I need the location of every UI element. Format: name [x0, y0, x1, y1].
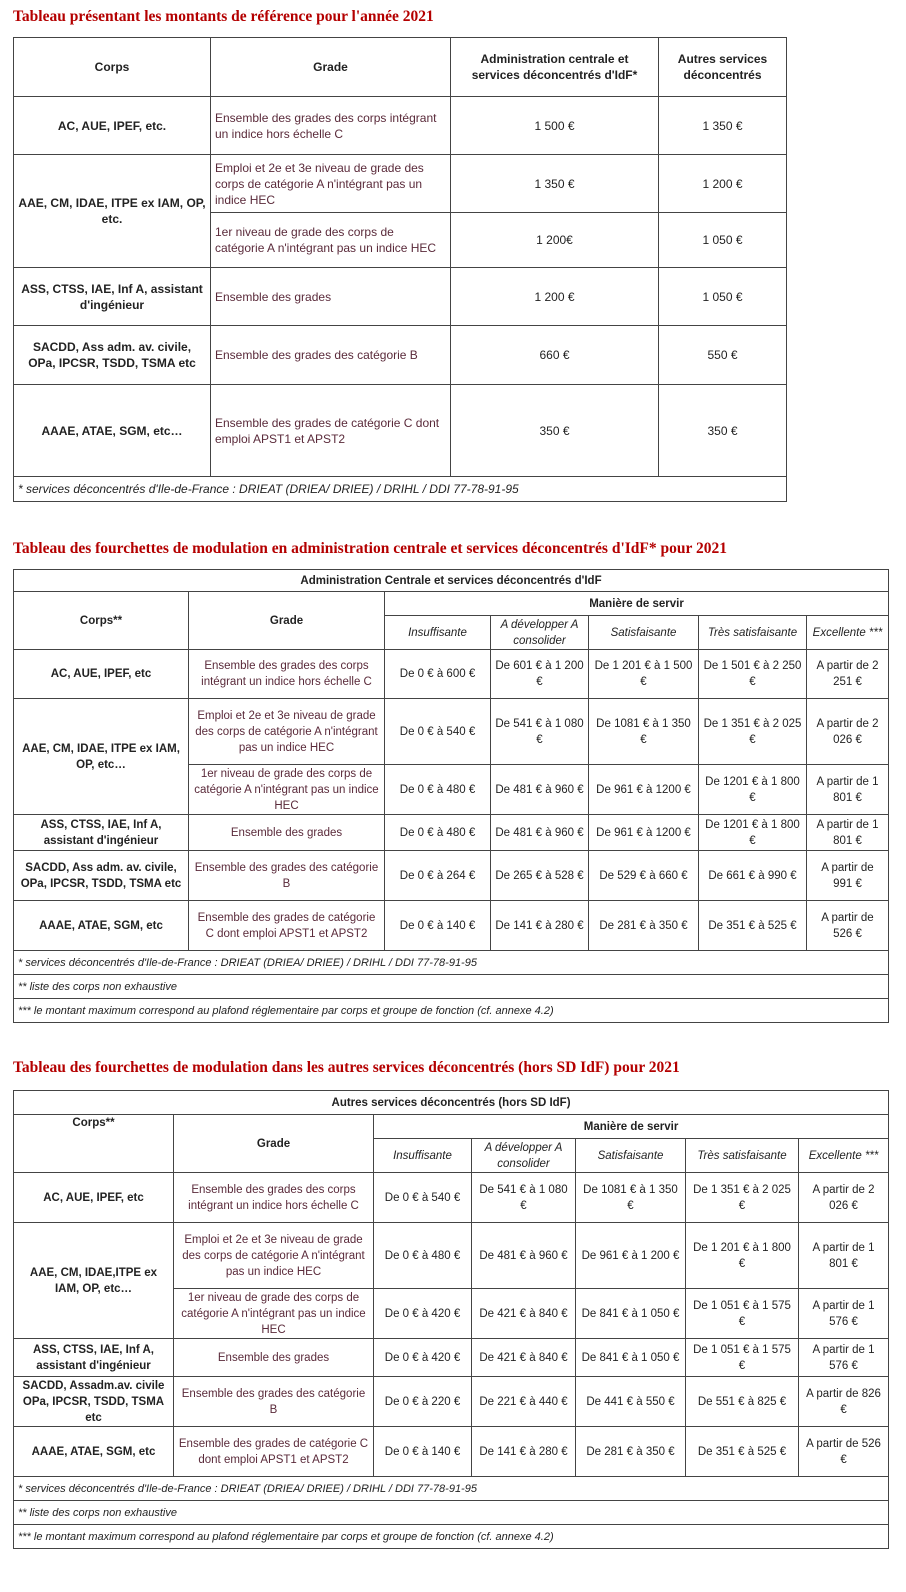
- range-cell: De 1201 € à 1 800 €: [699, 815, 807, 851]
- range-cell: De 551 € à 825 €: [686, 1377, 799, 1427]
- range-cell: A partir de 526 €: [799, 1427, 889, 1477]
- corps-cell: ASS, CTSS, IAE, Inf A, assistant d'ingénieur: [14, 1339, 174, 1377]
- corps-cell: SACDD, Ass adm. av. civile, OPa, IPCSR, TSDD, TSMA etc: [14, 326, 211, 385]
- range-cell: De 1 351 € à 2 025 €: [686, 1173, 799, 1223]
- amount-cell: 1 350 €: [659, 97, 787, 155]
- amount-cell: 1 050 €: [659, 213, 787, 268]
- range-cell: A partir de 2 251 €: [807, 650, 889, 699]
- range-cell: De 1 201 € à 1 500 €: [589, 650, 699, 699]
- range-cell: De 481 € à 960 €: [491, 815, 589, 851]
- range-cell: De 0 € à 540 €: [374, 1173, 472, 1223]
- range-cell: De 141 € à 280 €: [491, 901, 589, 951]
- range-cell: De 529 € à 660 €: [589, 851, 699, 901]
- range-cell: A partir de 1 801 €: [807, 815, 889, 851]
- level-insuffisante: Insuffisante: [385, 616, 491, 650]
- modulation-table-idf: [13, 569, 889, 1023]
- header-corps: Corps**: [14, 592, 189, 650]
- footnote: * services déconcentrés d'Ile-de-France : DRIEAT (DRIEA/ DRIEE) / DRIHL / DDI 77-78-91-95: [14, 951, 889, 975]
- range-cell: De 281 € à 350 €: [589, 901, 699, 951]
- grade-cell: Emploi et 2e et 3e niveau de grade des corps de catégorie A n'intégrant pas un indice HEC: [174, 1223, 374, 1289]
- range-cell: De 0 € à 480 €: [385, 815, 491, 851]
- level-insuffisante: Insuffisante: [374, 1139, 472, 1173]
- range-cell: De 1 351 € à 2 025 €: [699, 699, 807, 765]
- corps-cell: AC, AUE, IPEF, etc: [14, 1173, 174, 1223]
- range-cell: A partir de 991 €: [807, 851, 889, 901]
- range-cell: De 1 051 € à 1 575 €: [686, 1339, 799, 1377]
- header-corps: Corps**: [14, 1115, 174, 1173]
- range-cell: De 1 051 € à 1 575 €: [686, 1289, 799, 1339]
- header-maniere-de-servir: Manière de servir: [374, 1115, 889, 1139]
- range-cell: De 421 € à 840 €: [472, 1289, 576, 1339]
- range-cell: De 1201 € à 1 800 €: [699, 765, 807, 815]
- header-maniere-de-servir: Manière de servir: [385, 592, 889, 616]
- corps-cell: AAE, CM, IDAE, ITPE ex IAM, OP, etc.: [14, 155, 211, 268]
- grade-cell: Ensemble des grades des catégorie B: [189, 851, 385, 901]
- grade-cell: Ensemble des grades des corps intégrant un indice hors échelle C: [189, 650, 385, 699]
- range-cell: De 541 € à 1 080 €: [491, 699, 589, 765]
- footnote: * services déconcentrés d'Ile-de-France : DRIEAT (DRIEA/ DRIEE) / DRIHL / DDI 77-78-91-95: [14, 1477, 889, 1501]
- range-cell: De 265 € à 528 €: [491, 851, 589, 901]
- header-autres-services: Autres services déconcentrés: [659, 38, 787, 97]
- header-grade: Grade: [211, 38, 451, 97]
- amount-cell: 1 200 €: [451, 268, 659, 326]
- range-cell: A partir de 1 801 €: [807, 765, 889, 815]
- range-cell: De 961 € à 1200 €: [589, 815, 699, 851]
- grade-cell: Ensemble des grades de catégorie C dont emploi APST1 et APST2: [189, 901, 385, 951]
- range-cell: De 0 € à 600 €: [385, 650, 491, 699]
- range-cell: De 1 501 € à 2 250 €: [699, 650, 807, 699]
- range-cell: De 441 € à 550 €: [576, 1377, 686, 1427]
- amount-cell: 1 350 €: [451, 155, 659, 213]
- corps-cell: AAE, CM, IDAE,ITPE ex IAM, OP, etc…: [14, 1223, 174, 1339]
- range-cell: A partir de 826 €: [799, 1377, 889, 1427]
- range-cell: De 0 € à 480 €: [374, 1223, 472, 1289]
- range-cell: De 0 € à 140 €: [385, 901, 491, 951]
- grade-cell: 1er niveau de grade des corps de catégorie A n'intégrant pas un indice HEC: [174, 1289, 374, 1339]
- level-satisfaisante: Satisfaisante: [589, 616, 699, 650]
- modulation-table-autres: [13, 1090, 889, 1549]
- range-cell: De 421 € à 840 €: [472, 1339, 576, 1377]
- level-excellente: Excellente ***: [799, 1139, 889, 1173]
- range-cell: A partir de 1 576 €: [799, 1339, 889, 1377]
- grade-cell: Ensemble des grades des catégorie B: [211, 326, 451, 385]
- range-cell: De 601 € à 1 200 €: [491, 650, 589, 699]
- range-cell: A partir de 2 026 €: [807, 699, 889, 765]
- range-cell: De 1081 € à 1 350 €: [576, 1173, 686, 1223]
- amount-cell: 550 €: [659, 326, 787, 385]
- grade-cell: Ensemble des grades de catégorie C dont emploi APST1 et APST2: [211, 385, 451, 477]
- range-cell: A partir de 1 801 €: [799, 1223, 889, 1289]
- corps-cell: AAAE, ATAE, SGM, etc: [14, 901, 189, 951]
- range-cell: De 351 € à 525 €: [686, 1427, 799, 1477]
- table-caption: Administration Centrale et services déconcentrés d'IdF: [14, 570, 889, 592]
- range-cell: De 841 € à 1 050 €: [576, 1339, 686, 1377]
- amount-cell: 1 050 €: [659, 268, 787, 326]
- grade-cell: 1er niveau de grade des corps de catégorie A n'intégrant pas un indice HEC: [211, 213, 451, 268]
- range-cell: De 961 € à 1200 €: [589, 765, 699, 815]
- header-grade: Grade: [189, 592, 385, 650]
- footnote: ** liste des corps non exhaustive: [14, 975, 889, 999]
- grade-cell: Emploi et 2e et 3e niveau de grade des corps de catégorie A n'intégrant pas un indice HEC: [211, 155, 451, 213]
- header-corps: Corps: [14, 38, 211, 97]
- footnote: * services déconcentrés d'Ile-de-France : DRIEAT (DRIEA/ DRIEE) / DRIHL / DDI 77-78-91-95: [14, 477, 787, 502]
- grade-cell: Ensemble des grades: [211, 268, 451, 326]
- amount-cell: 1 200€: [451, 213, 659, 268]
- range-cell: De 0 € à 220 €: [374, 1377, 472, 1427]
- corps-cell: ASS, CTSS, IAE, Inf A, assistant d'ingénieur: [14, 268, 211, 326]
- level-a-developper: A développer A consolider: [472, 1139, 576, 1173]
- range-cell: De 481 € à 960 €: [491, 765, 589, 815]
- range-cell: De 0 € à 540 €: [385, 699, 491, 765]
- footnote: *** le montant maximum correspond au plafond réglementaire par corps et groupe de fonction (cf. annexe 4.2): [14, 1525, 889, 1549]
- corps-cell: ASS, CTSS, IAE, Inf A, assistant d'ingénieur: [14, 815, 189, 851]
- grade-cell: Ensemble des grades des catégorie B: [174, 1377, 374, 1427]
- amount-cell: 1 200 €: [659, 155, 787, 213]
- grade-cell: 1er niveau de grade des corps de catégorie A n'intégrant pas un indice HEC: [189, 765, 385, 815]
- range-cell: De 841 € à 1 050 €: [576, 1289, 686, 1339]
- level-excellente: Excellente ***: [807, 616, 889, 650]
- reference-amounts-table: [13, 37, 787, 502]
- corps-cell: AAE, CM, IDAE, ITPE ex IAM, OP, etc…: [14, 699, 189, 815]
- range-cell: De 281 € à 350 €: [576, 1427, 686, 1477]
- table2-title: Tableau des fourchettes de modulation en administration centrale et services déconcentrés d'IdF* pour 2021: [13, 540, 727, 557]
- footnote: *** le montant maximum correspond au plafond réglementaire par corps et groupe de fonction (cf. annexe 4.2): [14, 999, 889, 1023]
- range-cell: De 0 € à 264 €: [385, 851, 491, 901]
- range-cell: De 1081 € à 1 350 €: [589, 699, 699, 765]
- corps-cell: SACDD, Ass adm. av. civile, OPa, IPCSR, TSDD, TSMA etc: [14, 851, 189, 901]
- range-cell: De 661 € à 990 €: [699, 851, 807, 901]
- header-admin-centrale: Administration centrale et services déconcentrés d'IdF*: [451, 38, 659, 97]
- amount-cell: 350 €: [451, 385, 659, 477]
- header-grade: Grade: [174, 1115, 374, 1173]
- range-cell: De 351 € à 525 €: [699, 901, 807, 951]
- grade-cell: Ensemble des grades de catégorie C dont emploi APST1 et APST2: [174, 1427, 374, 1477]
- range-cell: De 961 € à 1 200 €: [576, 1223, 686, 1289]
- range-cell: De 481 € à 960 €: [472, 1223, 576, 1289]
- range-cell: De 541 € à 1 080 €: [472, 1173, 576, 1223]
- grade-cell: Ensemble des grades: [189, 815, 385, 851]
- range-cell: A partir de 526 €: [807, 901, 889, 951]
- table3-title: Tableau des fourchettes de modulation dans les autres services déconcentrés (hors SD IdF) pour 2021: [13, 1059, 680, 1076]
- range-cell: De 141 € à 280 €: [472, 1427, 576, 1477]
- range-cell: De 0 € à 420 €: [374, 1339, 472, 1377]
- grade-cell: Ensemble des grades: [174, 1339, 374, 1377]
- footnote: ** liste des corps non exhaustive: [14, 1501, 889, 1525]
- corps-cell: AAAE, ATAE, SGM, etc: [14, 1427, 174, 1477]
- level-tres-satisfaisante: Très satisfaisante: [686, 1139, 799, 1173]
- level-a-developper: A développer A consolider: [491, 616, 589, 650]
- range-cell: De 0 € à 420 €: [374, 1289, 472, 1339]
- corps-cell: AC, AUE, IPEF, etc.: [14, 97, 211, 155]
- table-caption: Autres services déconcentrés (hors SD IdF): [14, 1091, 889, 1115]
- table1-title: Tableau présentant les montants de référence pour l'année 2021: [13, 8, 434, 25]
- range-cell: De 221 € à 440 €: [472, 1377, 576, 1427]
- grade-cell: Ensemble des grades des corps intégrant un indice hors échelle C: [174, 1173, 374, 1223]
- corps-cell: AC, AUE, IPEF, etc: [14, 650, 189, 699]
- level-tres-satisfaisante: Très satisfaisante: [699, 616, 807, 650]
- corps-cell: SACDD, Assadm.av. civile OPa, IPCSR, TSDD, TSMA etc: [14, 1377, 174, 1427]
- amount-cell: 350 €: [659, 385, 787, 477]
- amount-cell: 1 500 €: [451, 97, 659, 155]
- amount-cell: 660 €: [451, 326, 659, 385]
- corps-cell: AAAE, ATAE, SGM, etc…: [14, 385, 211, 477]
- level-satisfaisante: Satisfaisante: [576, 1139, 686, 1173]
- range-cell: De 1 201 € à 1 800 €: [686, 1223, 799, 1289]
- range-cell: De 0 € à 480 €: [385, 765, 491, 815]
- range-cell: De 0 € à 140 €: [374, 1427, 472, 1477]
- grade-cell: Ensemble des grades des corps intégrant un indice hors échelle C: [211, 97, 451, 155]
- grade-cell: Emploi et 2e et 3e niveau de grade des corps de catégorie A n'intégrant pas un indice HEC: [189, 699, 385, 765]
- range-cell: A partir de 2 026 €: [799, 1173, 889, 1223]
- range-cell: A partir de 1 576 €: [799, 1289, 889, 1339]
